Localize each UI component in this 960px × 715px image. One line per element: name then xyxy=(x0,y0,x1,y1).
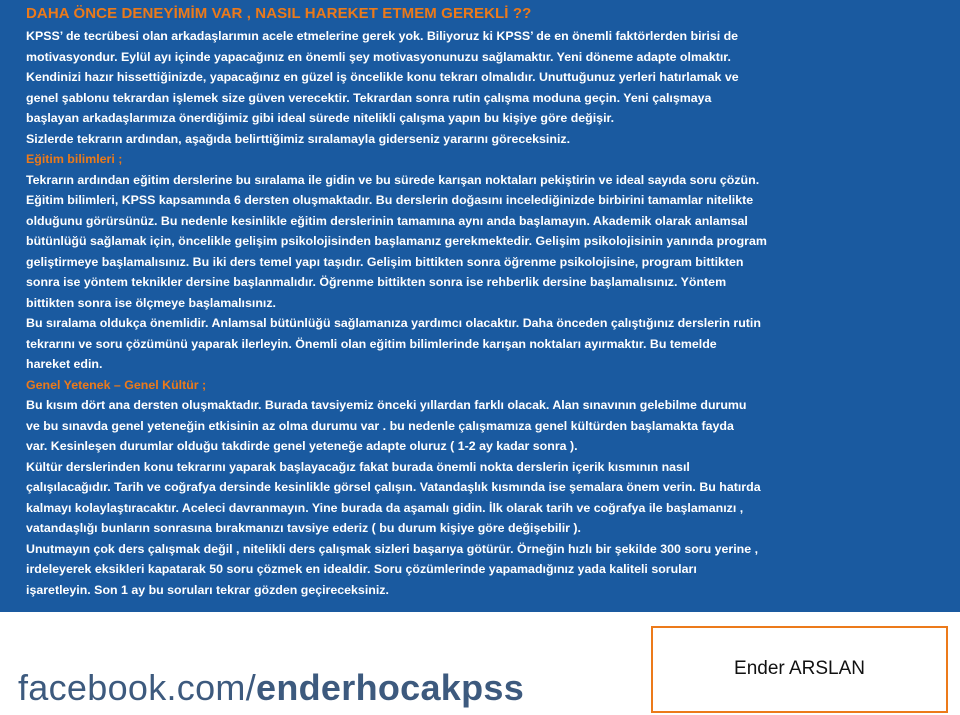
text-line: Kültür derslerinden konu tekrarını yaparak başlayacağız fakat burada önemli nokta derslerin içerik kısmının nasıl xyxy=(26,459,690,474)
text-line: bittikten sonra ise ölçmeye başlamalısınız. xyxy=(26,295,276,310)
author-box xyxy=(651,626,948,713)
author-name: Ender ARSLAN xyxy=(734,657,865,679)
text-line: sonra ise yöntem teknikler dersine başlanmalıdır. Öğrenme bittikten sonra ise rehberlik dersine başlamalısınız. Yöntem xyxy=(26,275,727,289)
text-line: ve bu sınavda genel yeteneğin etkisinin az olma durumu var . bu nedenle çalışmamıza genel kültürden başlamakta fayda xyxy=(26,418,734,433)
text-line: kalmayı kolaylaştıracaktır. Aceleci davranmayın. Yine burada da aşamalı gidin. İlk olarak tarih ve coğrafya ile başlamanızı , xyxy=(26,500,744,515)
text-line: Eğitim bilimleri, KPSS kapsamında 6 dersten oluşmaktadır. Bu derslerin doğasını incelediğinizde birbirini tamamlar nitelikte xyxy=(26,193,754,207)
text-line: irdeleyerek eksikleri kapatarak 50 soru çözmek en idealdir. Soru çözümlerinde yapamadığınız yada kaliteli soruları xyxy=(26,562,697,576)
section-heading: Genel Yetenek – Genel Kültür ; xyxy=(26,377,207,392)
body-text xyxy=(26,26,940,600)
text-line: hareket edin. xyxy=(26,357,103,371)
facebook-link-prefix: facebook.com/ xyxy=(18,667,257,708)
text-line: Tekrarın ardından eğitim derslerine bu sıralama ile gidin ve bu sürede karışan noktaları pekiştirin ve ideal sayıda soru çözün. xyxy=(26,172,760,187)
text-line: vatandaşlığı bunların sonrasına bırakmanızı tavsiye ederiz ( bu durum kişiye göre değişebilir ). xyxy=(26,521,581,535)
page-title: DAHA ÖNCE DENEYİMİM VAR , NASIL HAREKET ETMEM GEREKLİ ?? xyxy=(26,5,532,22)
facebook-link[interactable] xyxy=(18,666,524,710)
facebook-link-handle: enderhocakpss xyxy=(256,667,525,708)
text-line: var. Kesinleşen durumlar olduğu takdirde genel yeteneğe adapte oluruz ( 1-2 ay kadar sonra ). xyxy=(26,439,578,453)
text-line: işaretleyin. Son 1 ay bu soruları tekrar gözden geçireceksiniz. xyxy=(26,582,389,597)
section-heading: Eğitim bilimleri ; xyxy=(26,152,123,166)
text-line: motivasyondur. Eylül ayı içinde yapacağınız en önemli şey motivasyonunuzu sağlamaktır. Yeni döneme adapte olmaktır. xyxy=(26,49,731,64)
text-line: olduğunu görürsünüz. Bu nedenle kesinlikle eğitim derslerinin tamamına aynı anda başlamayın. Akademik olarak anlamsal xyxy=(26,213,748,228)
text-line: geliştirmeye başlamalısınız. Bu iki ders temel yapı taşıdır. Gelişim bittikten sonra öğrenme psikolojisine, program bittikten xyxy=(26,254,744,269)
text-line: Sizlerde tekrarın ardından, aşağıda belirttiğimiz sıralamayla giderseniz yararını göreceksiniz. xyxy=(26,131,571,146)
text-line: Bu kısım dört ana dersten oluşmaktadır. Burada tavsiyemiz önceki yıllardan farklı olacak. Alan sınavının gelebilme durumu xyxy=(26,398,747,412)
text-line: KPSS’ de tecrübesi olan arkadaşlarımın acele etmelerine gerek yok. Biliyoruz ki KPSS’ de en önemli faktörlerden birisi de xyxy=(26,29,739,43)
text-line: bütünlüğü sağlamak için, öncelikle gelişim psikolojisinden başlamanız gerekmektedir. Gelişim psikolojisinin yanında program xyxy=(26,234,767,248)
text-line: çalışılacağıdır. Tarih ve coğrafya dersinde kesinlikle görsel çalışın. Vatandaşlık kısmında ise şemalara önem verin. Bu hatırda xyxy=(26,480,761,494)
text-line: Bu sıralama oldukça önemlidir. Anlamsal bütünlüğü sağlamanıza yardımcı olacaktır. Daha önceden çalıştığınız derslerin rutin xyxy=(26,316,761,330)
text-line: başlayan arkadaşlarımıza önerdiğimiz gibi ideal sürede nitelikli çalışma yapın bu kişiye göre değişir. xyxy=(26,111,615,125)
text-line: Kendinizi hazır hissettiğinizde, yapacağınız en güzel iş öncelikle konu tekrarı olmalıdır. Unuttuğunuz yerleri hatırlamak ve xyxy=(26,70,739,84)
text-line: tekrarını ve soru çözümünü yaparak ilerleyin. Önemli olan eğitim bilimlerinde karışan noktaları ayırmaktır. Bu temelde xyxy=(26,336,717,351)
text-line: Unutmayın çok ders çalışmak değil , nitelikli ders çalışmak sizleri başarıya götürür. Örneğin hızlı bir şekilde 300 soru yerine , xyxy=(26,541,759,556)
text-line: genel şablonu tekrardan işlemek size güven verecektir. Tekrardan sonra rutin çalışma moduna geçin. Yeni çalışmaya xyxy=(26,90,712,105)
